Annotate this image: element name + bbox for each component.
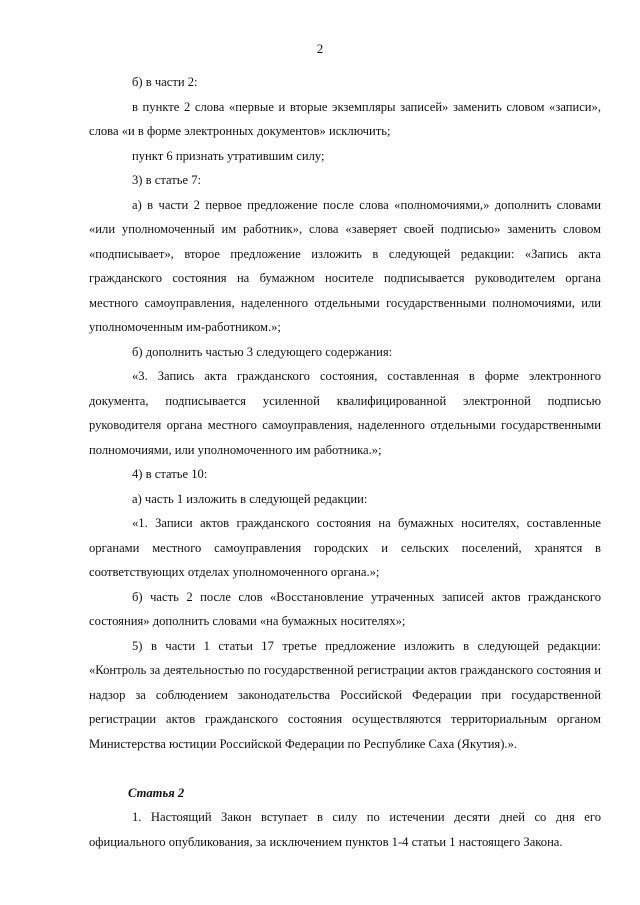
paragraph: «Контроль за деятельностью по государственной регистрации актов гражданского состояния и надзор за соблюдением законодательства Российской Федерации при государственной регистрации актов гражданского состояния осуществляются территориальным органом Министерства юстиции Российской Федерации по Республике Саха (Якутия).». bbox=[89, 663, 601, 751]
paragraph: б) в части 2: bbox=[132, 75, 198, 89]
paragraph: пункт 6 признать утратившим силу; bbox=[132, 148, 325, 163]
document-body bbox=[89, 70, 601, 854]
paragraph: «1. Записи актов гражданского состояния на бумажных носителях, составленные органами местного самоуправления городских и сельских поселений, хранятся в соответствующих отделах уполномоченного органа.»; bbox=[89, 516, 601, 579]
paragraph: «3. Запись акта гражданского состояния, составленная в форме электронного документа, подписывается усиленной квалифицированной электронной подписью руководителя органа местного самоуправления, наделенного отдельными государственными полномочиями, или уполномоченного им работника.»; bbox=[89, 369, 601, 457]
page-number: 2 bbox=[316, 41, 324, 56]
article-title: Статья 2 bbox=[128, 785, 185, 800]
paragraph: 1. Настоящий Закон вступает в силу по истечении десяти дней со дня его официального опубликования, за исключением пунктов 1-4 статьи 1 настоящего Закона. bbox=[89, 810, 601, 849]
paragraph: б) часть 2 после слов «Восстановление утраченных записей актов гражданского состояния» дополнить словами «на бумажных носителях»; bbox=[89, 589, 601, 628]
paragraph: а) часть 1 изложить в следующей редакции: bbox=[132, 491, 368, 506]
paragraph: 5) в части 1 статьи 17 третье предложение изложить в следующей редакции: bbox=[132, 638, 601, 653]
paragraph: б) дополнить частью 3 следующего содержания: bbox=[132, 344, 393, 359]
paragraph: 3) в статье 7: bbox=[132, 173, 202, 187]
paragraph: 4) в статье 10: bbox=[132, 467, 208, 481]
paragraph: а) в части 2 первое предложение после слова «полномочиями,» дополнить словами «или уполномоченный им работник», слова «заверяет своей подписью» заменить словом «подписывает», второе предложение изложить в следующей редакции: «Запись акта гражданского состояния на бумажном носителе подписывается руководителем органа местного самоуправления, наделенного отдельными государственными полномочиями, или уполномоченным им-работником.»; bbox=[89, 197, 601, 334]
paragraph: в пункте 2 слова «первые и вторые экземпляры записей» заменить словом «записи», слова «и в форме электронных документов» исключить; bbox=[89, 99, 601, 138]
